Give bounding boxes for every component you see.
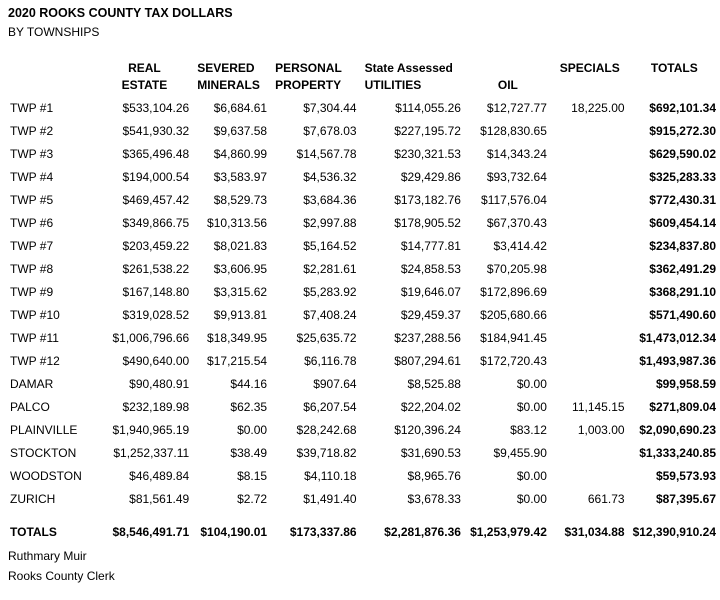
column-header-real-estate (96, 60, 194, 96)
cell-township: TWP #8 (10, 261, 54, 276)
cell-totals: $87,395.67 (655, 491, 716, 506)
total-specials: $31,034.88 (564, 525, 625, 539)
cell-severed-minerals: $4,860.99 (213, 146, 268, 161)
cell-real-estate: $232,189.98 (122, 399, 190, 414)
clerk-office: Rooks County Clerk (8, 569, 115, 583)
cell-totals: $1,493,987.36 (639, 353, 716, 368)
cell-oil: $0.00 (516, 399, 547, 414)
cell-personal-property: $1,491.40 (303, 491, 357, 506)
cell-personal-property: $28,242.68 (296, 422, 357, 437)
cell-township: TWP #11 (10, 330, 59, 345)
cell-state-assessed-utilities: $227,195.72 (394, 123, 461, 138)
cell-personal-property: $4,536.32 (303, 169, 357, 184)
cell-state-assessed-utilities: $230,321.53 (394, 146, 461, 161)
cell-specials: 18,225.00 (571, 100, 625, 115)
cell-oil: $184,941.45 (480, 330, 547, 345)
column-header-line: OIL (497, 78, 518, 92)
cell-personal-property: $7,678.03 (303, 123, 357, 138)
cell-specials (551, 257, 629, 280)
total-totals: $12,390,910.24 (632, 525, 716, 539)
header-row (6, 60, 720, 96)
column-header-oil (465, 60, 551, 96)
column-header-line: SEVERED (197, 61, 255, 75)
cell-state-assessed-utilities: $8,965.76 (407, 468, 461, 483)
cell-severed-minerals: $8.15 (237, 468, 268, 483)
table-row (6, 441, 720, 464)
cell-oil: $70,205.98 (486, 261, 547, 276)
table-row (6, 188, 720, 211)
cell-real-estate: $1,940,965.19 (112, 422, 190, 437)
cell-township: PALCO (10, 399, 50, 414)
cell-state-assessed-utilities: $8,525.88 (407, 376, 461, 391)
total-severed-minerals: $104,190.01 (200, 525, 268, 539)
table-body (6, 96, 720, 544)
cell-real-estate: $319,028.52 (122, 307, 190, 322)
spacer-row (6, 510, 720, 520)
column-header-line: TOTALS (650, 61, 698, 75)
cell-totals: $325,283.33 (649, 169, 716, 184)
cell-specials (551, 234, 629, 257)
column-header-personal-property (271, 60, 360, 96)
table-row (6, 142, 720, 165)
cell-oil: $205,680.66 (480, 307, 547, 322)
cell-real-estate: $365,496.48 (122, 146, 190, 161)
cell-real-estate: $469,457.42 (122, 192, 190, 207)
cell-real-estate: $46,489.84 (129, 468, 190, 483)
cell-totals: $59,573.93 (655, 468, 716, 483)
table-row (6, 349, 720, 372)
column-header-line: PERSONAL (275, 61, 342, 75)
cell-personal-property: $907.64 (313, 376, 357, 391)
cell-township: WOODSTON (10, 468, 82, 483)
cell-state-assessed-utilities: $29,429.86 (400, 169, 461, 184)
cell-oil: $9,455.90 (493, 445, 547, 460)
column-header-township (6, 60, 96, 96)
cell-state-assessed-utilities: $24,858.53 (400, 261, 461, 276)
cell-specials: 1,003.00 (577, 422, 625, 437)
cell-state-assessed-utilities: $14,777.81 (400, 238, 461, 253)
cell-specials (551, 142, 629, 165)
column-header-line: REAL (128, 61, 161, 75)
cell-totals: $271,809.04 (649, 399, 716, 414)
cell-township: STOCKTON (10, 445, 77, 460)
cell-personal-property: $7,408.24 (303, 307, 357, 322)
cell-real-estate: $90,480.91 (129, 376, 190, 391)
cell-specials (551, 188, 629, 211)
cell-real-estate: $194,000.54 (122, 169, 190, 184)
cell-real-estate: $167,148.80 (122, 284, 190, 299)
total-township: TOTALS (10, 525, 57, 539)
cell-state-assessed-utilities: $120,396.24 (394, 422, 461, 437)
column-header-line (555, 77, 625, 94)
cell-state-assessed-utilities: $807,294.61 (394, 353, 461, 368)
cell-totals: $1,333,240.85 (639, 445, 716, 460)
cell-real-estate: $203,459.22 (122, 238, 190, 253)
cell-township: TWP #2 (10, 123, 54, 138)
column-header-line (469, 60, 547, 77)
cell-severed-minerals: $3,315.62 (213, 284, 268, 299)
cell-oil: $0.00 (516, 468, 547, 483)
cell-state-assessed-utilities: $173,182.76 (394, 192, 461, 207)
cell-real-estate: $349,866.75 (122, 215, 190, 230)
cell-severed-minerals: $38.49 (230, 445, 268, 460)
cell-township: TWP #12 (10, 353, 60, 368)
column-header-line: State Assessed (364, 61, 453, 75)
cell-specials (551, 280, 629, 303)
cell-severed-minerals: $18,349.95 (207, 330, 268, 345)
cell-severed-minerals: $8,021.83 (213, 238, 268, 253)
cell-totals: $2,090,690.23 (639, 422, 716, 437)
column-header-line: PROPERTY (275, 78, 342, 92)
cell-real-estate: $541,930.32 (122, 123, 190, 138)
cell-real-estate: $1,252,337.11 (113, 445, 190, 460)
total-state-assessed-utilities: $2,281,876.36 (384, 525, 461, 539)
cell-specials (551, 349, 629, 372)
cell-personal-property: $7,304.44 (303, 100, 357, 115)
cell-oil: $14,343.24 (486, 146, 547, 161)
column-header-severed-minerals (193, 60, 271, 96)
cell-township: PLAINVILLE (10, 422, 78, 437)
cell-totals: $915,272.30 (649, 123, 716, 138)
table-row (6, 257, 720, 280)
cell-oil: $83.12 (510, 422, 547, 437)
cell-severed-minerals: $6,684.61 (213, 100, 268, 115)
cell-oil: $172,896.69 (480, 284, 547, 299)
cell-real-estate: $490,640.00 (122, 353, 190, 368)
cell-township: ZURICH (10, 491, 56, 506)
cell-severed-minerals: $3,583.97 (213, 169, 268, 184)
cell-oil: $0.00 (516, 376, 547, 391)
cell-township: TWP #6 (10, 215, 54, 230)
cell-totals: $629,590.02 (649, 146, 716, 161)
cell-severed-minerals: $2.72 (237, 491, 268, 506)
totals-row (6, 520, 720, 544)
table-row (6, 96, 720, 119)
cell-personal-property: $3,684.36 (303, 192, 357, 207)
table-row (6, 395, 720, 418)
tax-table (6, 60, 720, 544)
cell-personal-property: $4,110.18 (304, 468, 357, 483)
table-row (6, 165, 720, 188)
document-title: 2020 ROOKS COUNTY TAX DOLLARS (8, 6, 233, 20)
cell-township: TWP #9 (10, 284, 54, 299)
cell-state-assessed-utilities: $3,678.33 (407, 491, 461, 506)
cell-totals: $1,473,012.34 (639, 330, 716, 345)
cell-totals: $234,837.80 (649, 238, 716, 253)
cell-specials (551, 119, 629, 142)
cell-real-estate: $533,104.26 (122, 100, 190, 115)
column-header-specials (551, 60, 629, 96)
cell-township: TWP #1 (10, 100, 54, 115)
column-header-totals (629, 60, 720, 96)
table-row (6, 464, 720, 487)
cell-totals: $609,454.14 (649, 215, 716, 230)
cell-specials (551, 372, 629, 395)
table-row (6, 326, 720, 349)
table-row (6, 372, 720, 395)
cell-specials (551, 303, 629, 326)
table-row (6, 303, 720, 326)
cell-severed-minerals: $10,313.56 (207, 215, 268, 230)
cell-severed-minerals: $9,637.58 (213, 123, 268, 138)
table-row (6, 234, 720, 257)
cell-personal-property: $5,164.52 (303, 238, 357, 253)
cell-specials: 11,145.15 (572, 399, 625, 414)
cell-oil: $117,576.04 (481, 192, 547, 207)
column-header-line: UTILITIES (364, 78, 422, 92)
cell-personal-property: $2,997.88 (303, 215, 357, 230)
cell-real-estate: $261,538.22 (122, 261, 190, 276)
table-row (6, 119, 720, 142)
cell-totals: $368,291.10 (649, 284, 716, 299)
cell-township: TWP #10 (10, 307, 60, 322)
table-row (6, 211, 720, 234)
cell-real-estate: $1,006,796.66 (112, 330, 190, 345)
table-row (6, 418, 720, 441)
cell-totals: $571,490.60 (649, 307, 716, 322)
cell-totals: $772,430.31 (649, 192, 716, 207)
cell-state-assessed-utilities: $178,905.52 (394, 215, 461, 230)
cell-severed-minerals: $17,215.54 (207, 353, 268, 368)
cell-oil: $0.00 (516, 491, 547, 506)
column-header-line (633, 77, 716, 94)
total-oil: $1,253,979.42 (470, 525, 547, 539)
cell-specials (551, 165, 629, 188)
cell-specials (551, 441, 629, 464)
cell-oil: $67,370.43 (486, 215, 547, 230)
cell-oil: $128,830.65 (480, 123, 547, 138)
cell-specials (551, 326, 629, 349)
cell-state-assessed-utilities: $29,459.37 (400, 307, 461, 322)
cell-specials: 661.73 (587, 491, 625, 506)
cell-personal-property: $25,635.72 (296, 330, 357, 345)
cell-severed-minerals: $3,606.95 (213, 261, 268, 276)
cell-state-assessed-utilities: $22,204.02 (400, 399, 461, 414)
table-row (6, 280, 720, 303)
clerk-name: Ruthmary Muir (8, 549, 87, 563)
cell-personal-property: $6,116.78 (304, 353, 357, 368)
cell-personal-property: $2,281.61 (303, 261, 357, 276)
cell-oil: $172,720.43 (480, 353, 547, 368)
cell-specials (551, 211, 629, 234)
cell-severed-minerals: $62.35 (230, 399, 268, 414)
cell-personal-property: $5,283.92 (303, 284, 357, 299)
cell-state-assessed-utilities: $19,646.07 (400, 284, 461, 299)
total-personal-property: $173,337.86 (289, 525, 357, 539)
cell-state-assessed-utilities: $237,288.56 (394, 330, 461, 345)
total-real-estate: $8,546,491.71 (112, 525, 190, 539)
cell-township: TWP #4 (10, 169, 54, 184)
cell-township: TWP #5 (10, 192, 54, 207)
document-subtitle: BY TOWNSHIPS (8, 25, 100, 39)
column-header-line (10, 77, 92, 94)
cell-township: DAMAR (10, 376, 54, 391)
cell-specials (551, 464, 629, 487)
column-header-line: MINERALS (197, 78, 260, 92)
cell-personal-property: $6,207.54 (303, 399, 357, 414)
table-row (6, 487, 720, 510)
column-header-line: ESTATE (121, 78, 168, 92)
cell-severed-minerals: $9,913.81 (213, 307, 268, 322)
cell-oil: $93,732.64 (486, 169, 547, 184)
cell-totals: $692,101.34 (649, 100, 716, 115)
cell-state-assessed-utilities: $114,055.26 (395, 100, 461, 115)
cell-severed-minerals: $44.16 (230, 376, 268, 391)
cell-oil: $12,727.77 (486, 100, 547, 115)
column-header-line: SPECIALS (559, 61, 620, 75)
cell-township: TWP #3 (10, 146, 54, 161)
column-header-state-assessed-utilities (361, 60, 465, 96)
cell-severed-minerals: $8,529.73 (213, 192, 268, 207)
cell-township: TWP #7 (10, 238, 54, 253)
cell-personal-property: $39,718.82 (296, 445, 357, 460)
column-header-line (10, 60, 92, 77)
cell-totals: $99,958.59 (655, 376, 716, 391)
cell-oil: $3,414.42 (493, 238, 547, 253)
cell-state-assessed-utilities: $31,690.53 (400, 445, 461, 460)
cell-personal-property: $14,567.78 (296, 146, 357, 161)
cell-real-estate: $81,561.49 (129, 491, 190, 506)
cell-totals: $362,491.29 (649, 261, 716, 276)
cell-severed-minerals: $0.00 (237, 422, 268, 437)
